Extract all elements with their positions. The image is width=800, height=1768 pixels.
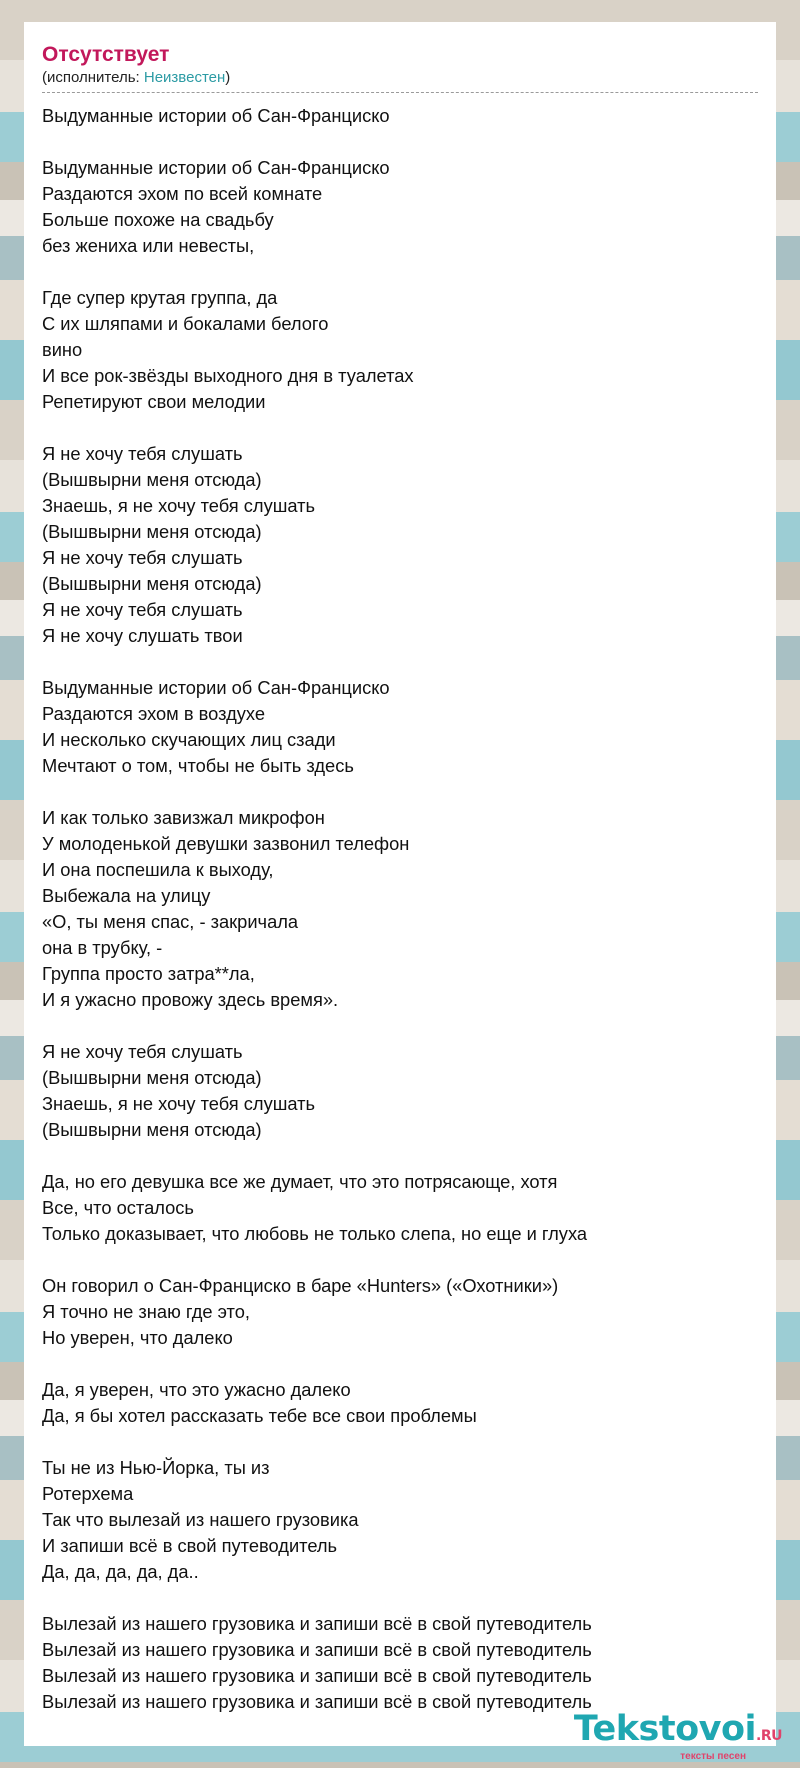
artist-link[interactable]: Неизвестен <box>143 69 226 86</box>
artist-suffix: ) <box>225 69 231 86</box>
logo-tagline: тексты песен <box>680 1751 746 1762</box>
song-title: Отсутствует <box>42 43 170 66</box>
site-logo[interactable] <box>574 1710 782 1762</box>
lyrics-card <box>24 22 776 1746</box>
logo-name: Tekstovoi <box>573 1709 757 1749</box>
artist-line <box>42 68 758 93</box>
lyrics-text: Выдуманные истории об Сан-Франциско Выдуманные истории об Сан-Франциско Раздаются эхом по всей комнате Больше похоже на свадьбу без жениха или невесты, Где супер крутая группа, да С их шляпами и бокалами белого вино И все рок-звёзды выходного дня в туалетах Репетируют свои мелодии Я не хочу тебя слушать (Вышвырни меня отсюда) Знаешь, я не хочу тебя слушать (Вышвырни меня отсюда) Я не хочу тебя слушать (Вышвырни меня отсюда) Я не хочу тебя слушать Я не хочу слушать твои Выдуманные истории об Сан-Франциско Раздаются эхом в воздухе И несколько скучающих лиц сзади Мечтают о том, чтобы не быть здесь И как только завизжал микрофон У молоденькой девушки зазвонил телефон И она поспешила к выходу, Выбежала на улицу «О, ты меня спас, - закричала она в трубку, - Группа просто затра**ла, И я ужасно провожу здесь время». Я не хочу тебя слушать (Вышвырни меня отсюда) Знаешь, я не хочу тебя слушать (Вышвырни меня отсюда) Да, но его девушка все же думает, что это потрясающе, хотя Все, что осталось Только доказывает, что любовь не только слепа, но еще и глуха Он говорил о Сан-Франциско в баре «Hunters» («Охотники») Я точно не знаю где это, Но уверен, что далеко Да, я уверен, что это ужасно далеко Да, я бы хотел рассказать тебе все свои проблемы Ты не из Нью-Йорка, ты из Ротерхема Так что вылезай из нашего грузовика И запиши всё в свой путеводитель Да, да, да, да, да.. Вылезай из нашего грузовика и запиши всё в свой путеводитель Вылезай из нашего грузовика и запиши всё в свой путеводитель Вылезай из нашего грузовика и запиши всё в свой путеводитель Вылезай из нашего грузовика и запиши всё в свой путеводитель <box>42 105 592 1712</box>
logo-tld: .RU <box>756 1728 782 1744</box>
artist-prefix: (исполнитель: <box>42 69 144 86</box>
